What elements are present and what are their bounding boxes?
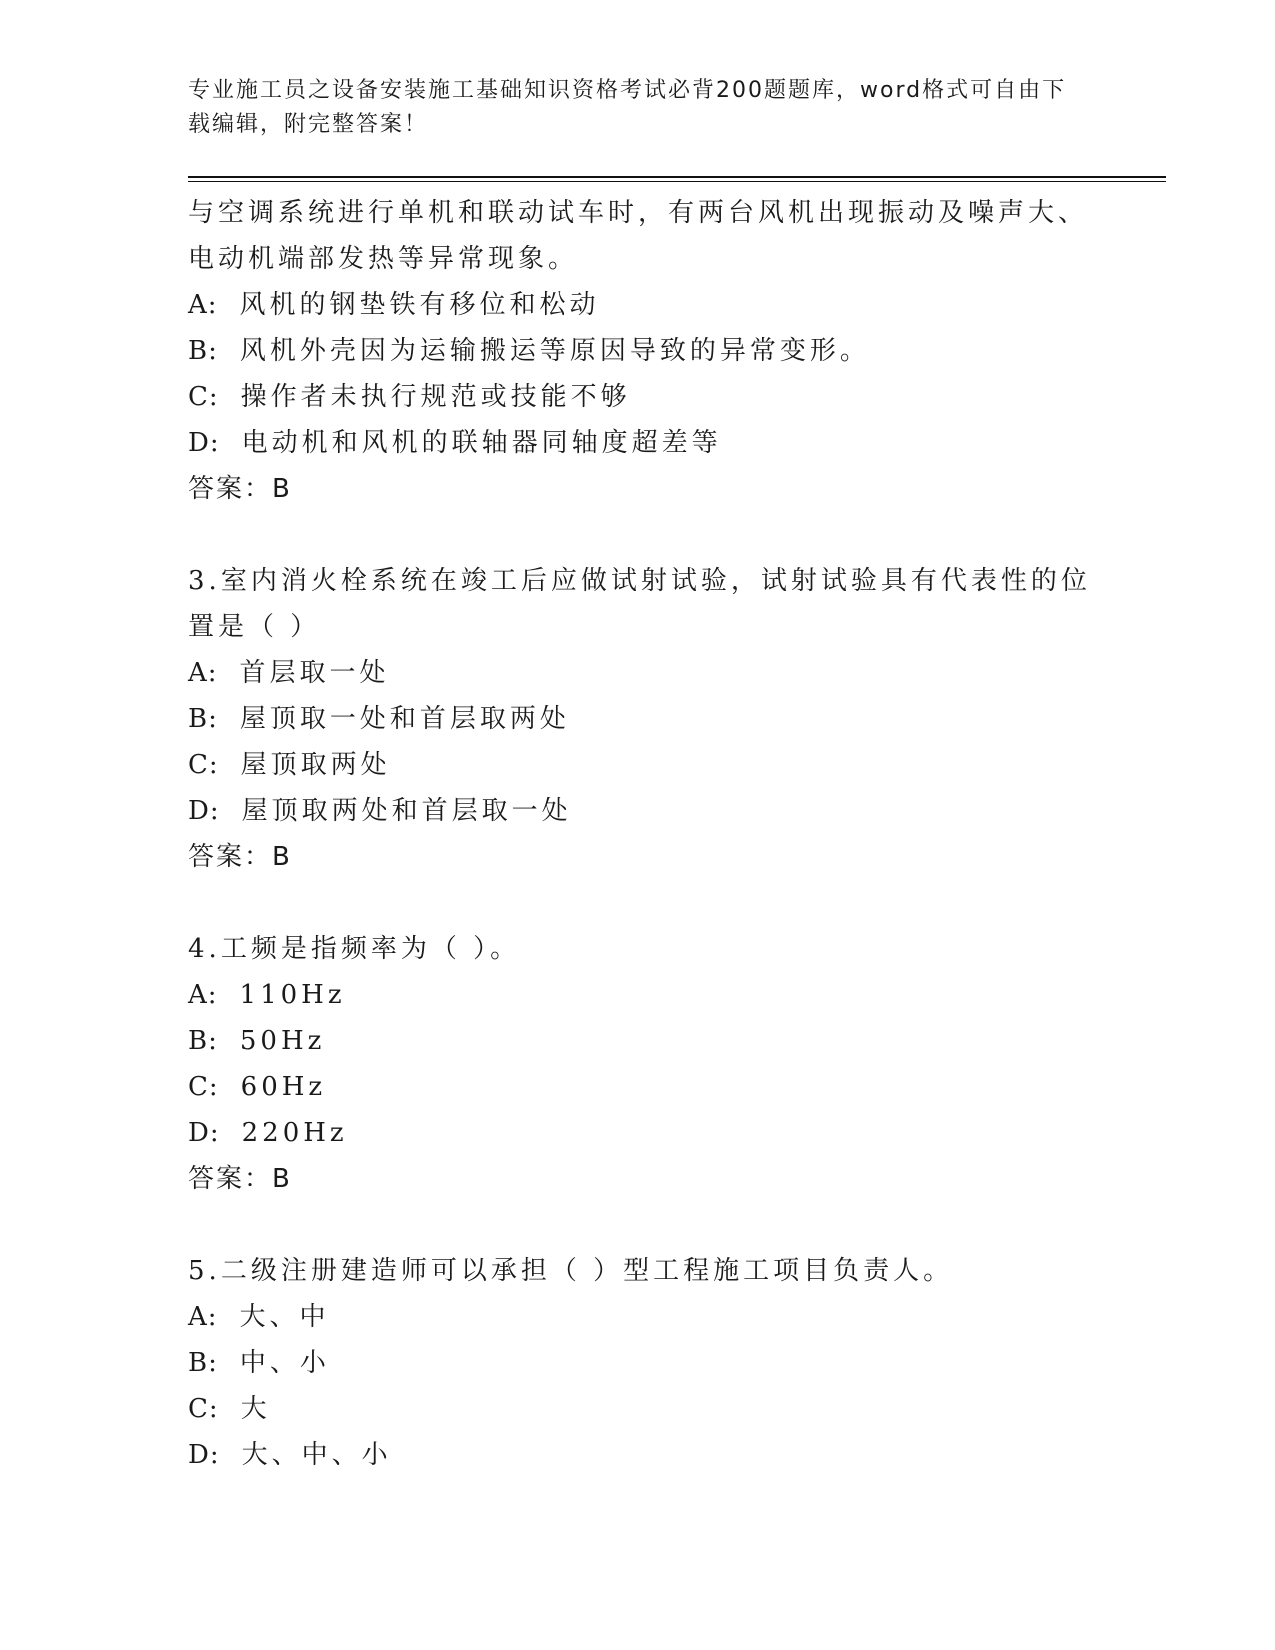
question-text: 二级注册建造师可以承担（ ）型工程施工项目负责人。	[220, 1256, 954, 1286]
document-header: 专业施工员之设备安装施工基础知识资格考试必背200题题库，word格式可自由下载编辑，附完整答案！	[188, 78, 1067, 137]
option-b	[188, 328, 1088, 374]
option-a	[188, 972, 1088, 1018]
question-4	[188, 926, 1088, 1202]
option-text: 操作者未执行规范或技能不够	[240, 382, 631, 412]
question-number: 5.	[188, 1256, 221, 1286]
option-letter: D:	[188, 796, 220, 826]
option-letter: C:	[188, 382, 219, 412]
option-letter: D:	[188, 1440, 220, 1470]
question-number: 4.	[188, 934, 221, 964]
option-letter: A:	[188, 290, 218, 320]
header-divider-thin	[188, 181, 1166, 182]
option-b	[188, 1018, 1088, 1064]
option-letter: B:	[188, 704, 218, 734]
answer-line: 答案：B	[188, 842, 292, 872]
question-text: 工频是指频率为（ ）。	[220, 934, 521, 964]
option-text: 60Hz	[240, 1072, 327, 1102]
option-d	[188, 1432, 1088, 1478]
option-d	[188, 1110, 1088, 1156]
option-letter: C:	[188, 1072, 219, 1102]
option-letter: A:	[188, 980, 218, 1010]
option-a	[188, 650, 1088, 696]
option-b	[188, 696, 1088, 742]
option-text: 中、小	[239, 1348, 330, 1378]
option-c	[188, 1386, 1088, 1432]
option-letter: B:	[188, 1026, 218, 1056]
option-letter: C:	[188, 750, 219, 780]
option-letter: A:	[188, 1302, 218, 1332]
option-text: 风机的钢垫铁有移位和松动	[239, 290, 600, 320]
option-letter: B:	[188, 1348, 218, 1378]
question-text-line	[188, 926, 1088, 972]
option-letter: D:	[188, 428, 220, 458]
question-continued	[188, 190, 1088, 512]
option-c	[188, 742, 1088, 788]
option-letter: C:	[188, 1394, 219, 1424]
option-a	[188, 282, 1088, 328]
option-text: 屋顶取一处和首层取两处	[239, 704, 570, 734]
question-number: 3.	[188, 566, 221, 596]
question-3	[188, 558, 1091, 880]
question-text-line	[188, 1248, 1088, 1294]
question-text-line: 电动机端部发热等异常现象。	[188, 244, 579, 274]
option-b	[188, 1340, 1088, 1386]
question-list	[188, 190, 1091, 1478]
option-a	[188, 1294, 1088, 1340]
question-text-line	[188, 558, 1091, 604]
option-text: 大	[240, 1394, 271, 1424]
option-c	[188, 374, 1088, 420]
option-letter: D:	[188, 1118, 220, 1148]
option-text: 50Hz	[239, 1026, 326, 1056]
question-5	[188, 1248, 1088, 1478]
option-text: 首层取一处	[239, 658, 390, 688]
option-text: 风机外壳因为运输搬运等原因导致的异常变形。	[239, 336, 870, 366]
answer-line: 答案：B	[188, 1164, 292, 1194]
option-text: 110Hz	[239, 980, 346, 1010]
question-text-line: 置是（ ）	[188, 612, 321, 642]
option-letter: B:	[188, 336, 218, 366]
option-letter: A:	[188, 658, 218, 688]
option-text: 电动机和风机的联轴器同轴度超差等	[241, 428, 722, 458]
option-text: 大、中	[239, 1302, 330, 1332]
option-text: 220Hz	[241, 1118, 348, 1148]
option-d	[188, 788, 1088, 834]
header-divider-thick	[188, 176, 1166, 178]
option-text: 大、中、小	[241, 1440, 392, 1470]
option-text: 屋顶取两处	[240, 750, 391, 780]
answer-line: 答案：B	[188, 474, 292, 504]
question-text: 室内消火栓系统在竣工后应做试射试验，试射试验具有代表性的位	[220, 566, 1091, 596]
option-text: 屋顶取两处和首层取一处	[241, 796, 572, 826]
question-text-line: 与空调系统进行单机和联动试车时，有两台风机出现振动及噪声大、	[188, 198, 1089, 228]
option-c	[188, 1064, 1088, 1110]
option-d	[188, 420, 1088, 466]
